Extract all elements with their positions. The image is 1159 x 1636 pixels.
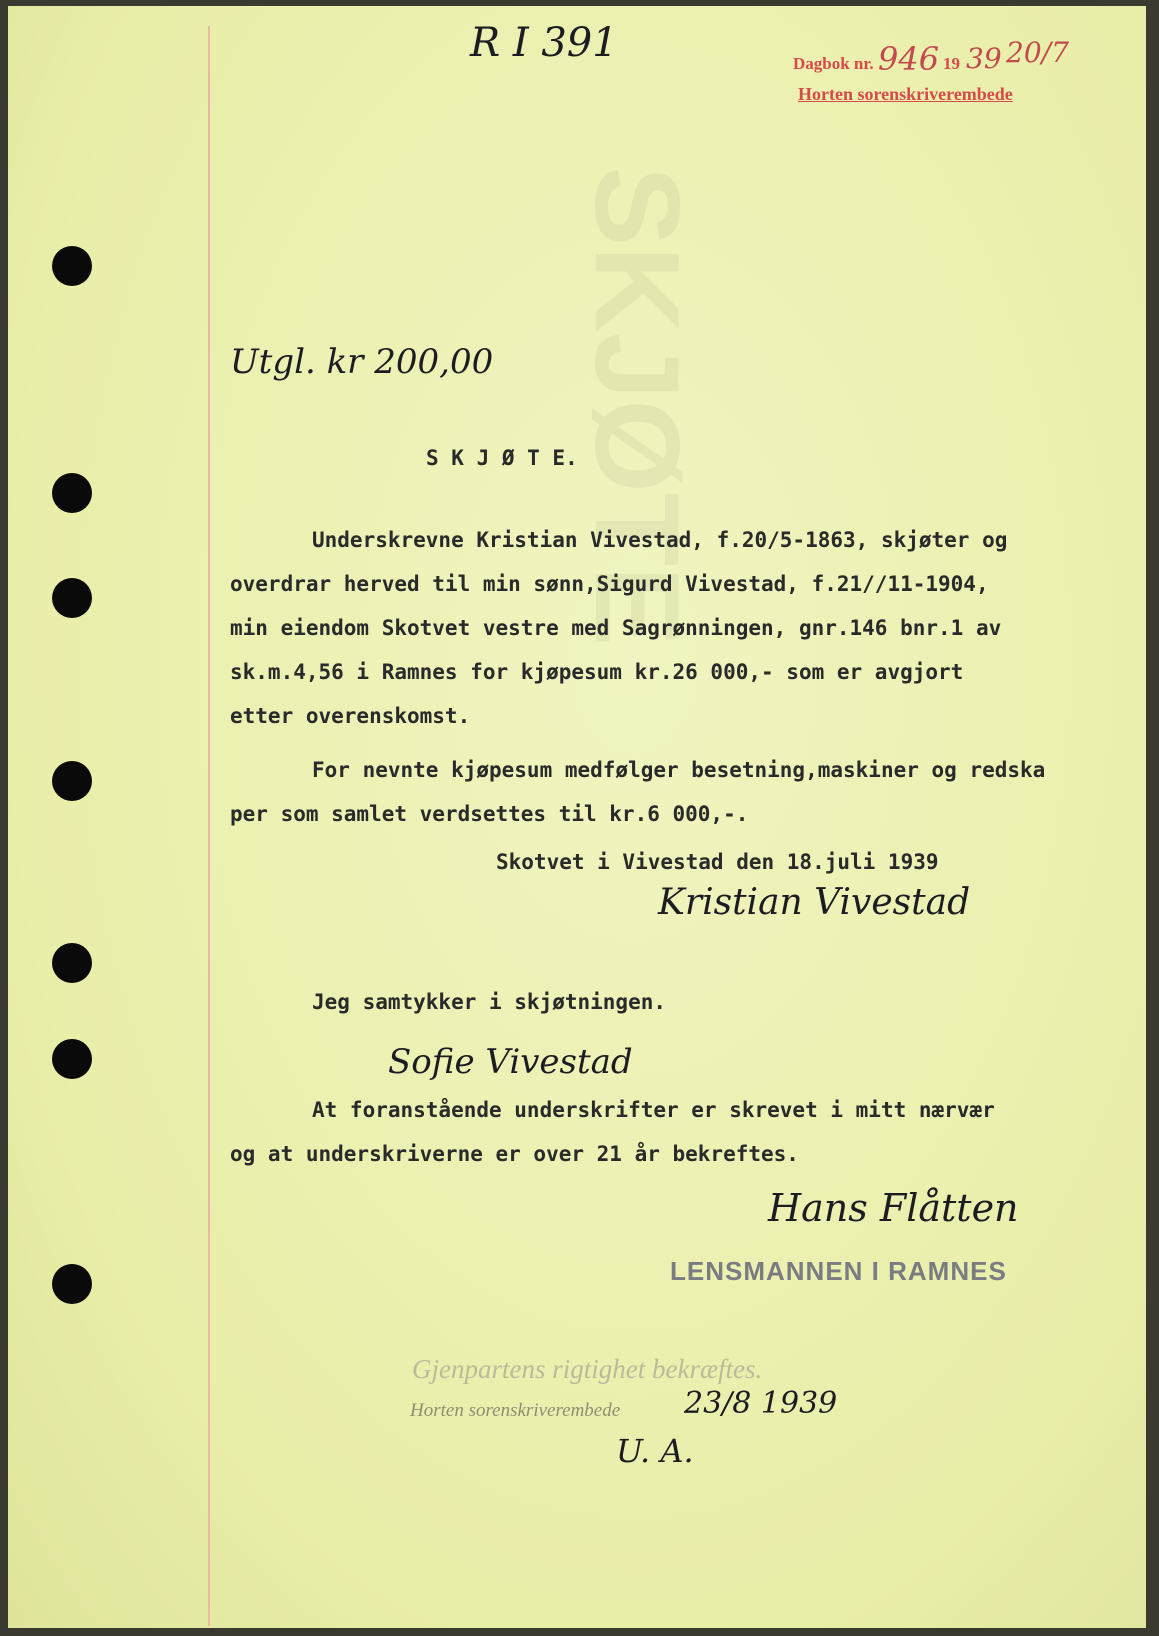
binder-hole	[52, 1039, 92, 1079]
body-line: etter overenskomst.	[230, 704, 471, 728]
office-stamp: Horten sorenskriverembede	[798, 84, 1013, 104]
attest-line: og at underskriverne er over 21 år bekreftes.	[230, 1142, 799, 1166]
binder-hole	[52, 246, 92, 286]
bleed-through: SKJØTE	[570, 166, 704, 647]
attest-line: At foranstående underskrifter er skrevet i mitt nærvær	[312, 1098, 995, 1122]
body-line: per som samlet verdsettes til kr.6 000,-.	[230, 802, 749, 826]
signature-kristian: Kristian Vivestad	[658, 882, 971, 923]
tax-note: Utgl. kr 200,00	[230, 342, 494, 382]
signature-lensmann: Hans Flåtten	[768, 1186, 1019, 1230]
binder-hole	[52, 578, 92, 618]
reference-number: R I 391	[470, 20, 618, 66]
binder-hole	[52, 473, 92, 513]
body-line: sk.m.4,56 i Ramnes for kjøpesum kr.26 000,- som er avgjort	[230, 660, 964, 684]
body-line: min eiendom Skotvet vestre med Sagrønningen, gnr.146 bnr.1 av	[230, 616, 1002, 640]
body-line: Underskrevne Kristian Vivestad, f.20/5-1863, skjøter og	[312, 528, 1008, 552]
dagbok-date: 20/7	[1006, 36, 1069, 69]
dagbok-number: 946	[878, 40, 940, 78]
consent-line: Jeg samtykker i skjøtningen.	[312, 990, 667, 1014]
dagbok-label: Dagbok nr.	[793, 54, 874, 73]
certification-office: Horten sorenskriverembede	[410, 1400, 621, 1421]
dagbok-stamp	[793, 54, 874, 74]
binder-hole	[52, 1264, 92, 1304]
document-title: S K J Ø T E.	[426, 446, 578, 470]
signature-sofie: Sofie Vivestad	[388, 1042, 633, 1082]
dagbok-year: 39	[966, 42, 1002, 75]
certification-initials: U. A.	[616, 1432, 694, 1470]
binder-hole	[52, 943, 92, 983]
body-line: overdrar herved til min sønn,Sigurd Vivestad, f.21//11-1904,	[230, 572, 989, 596]
place-date: Skotvet i Vivestad den 18.juli 1939	[496, 850, 939, 874]
binder-hole	[52, 761, 92, 801]
dagbok-year-prefix: 19	[943, 54, 960, 73]
document-page	[8, 6, 1146, 1628]
lensmann-stamp: LENSMANNEN I RAMNES	[670, 1256, 1007, 1286]
certification-date: 23/8 1939	[684, 1386, 838, 1421]
certification-line: Gjenpartens rigtighet bekræftes.	[412, 1354, 763, 1384]
body-line: For nevnte kjøpesum medfølger besetning,maskiner og redska	[312, 758, 1046, 782]
margin-line	[208, 26, 210, 1626]
